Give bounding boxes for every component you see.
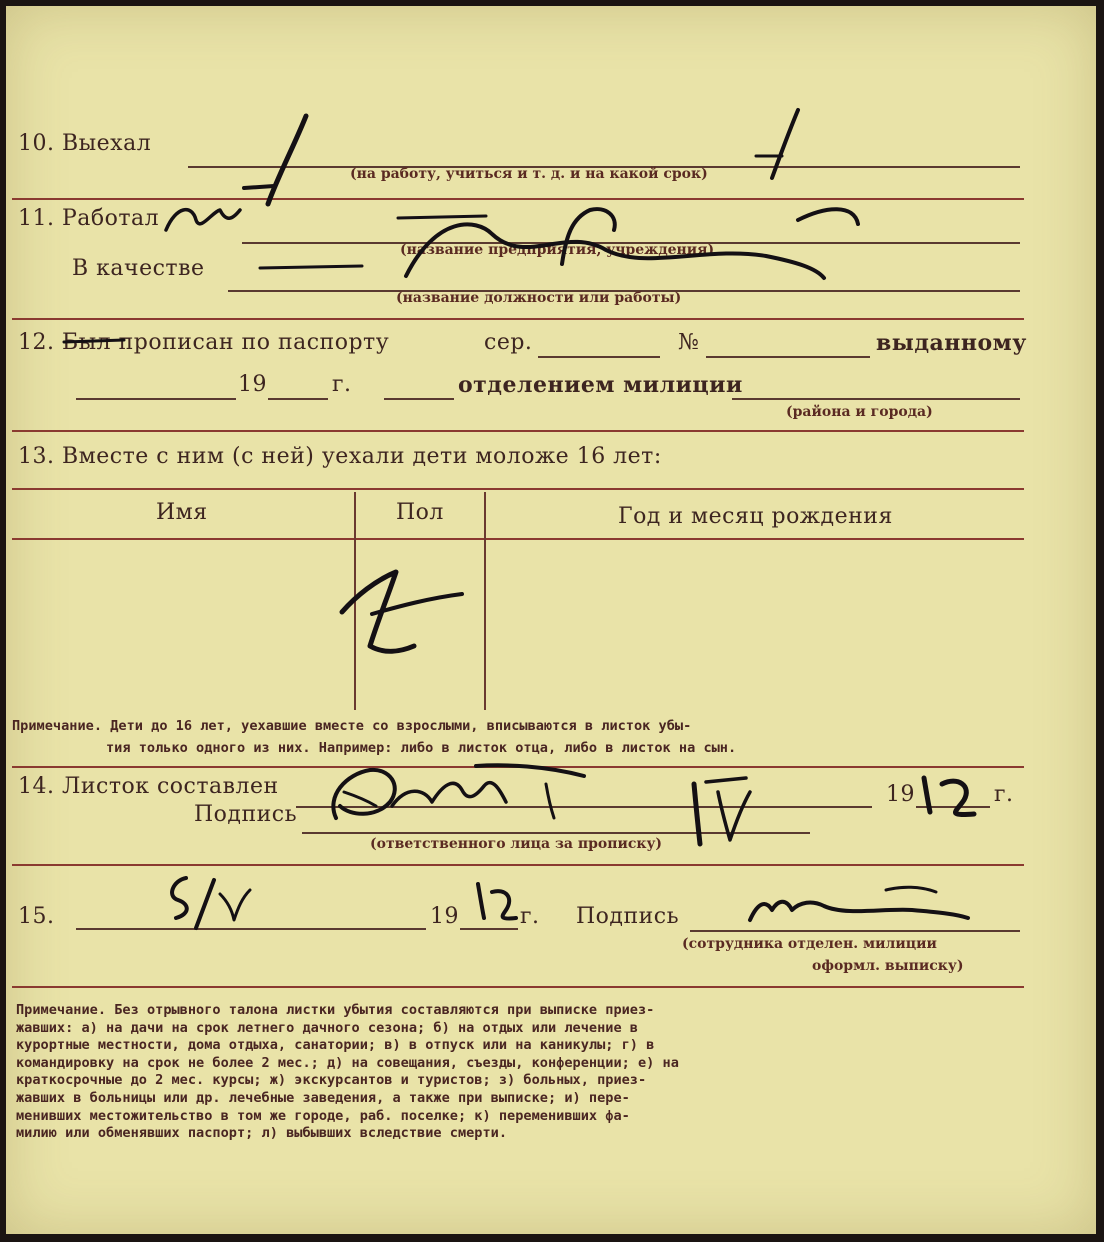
field14-year: 19	[886, 782, 915, 807]
col-sex-header: Пол	[396, 500, 444, 525]
field12-ser: сер.	[484, 330, 533, 355]
field13-note-line2: тия только одного из них. Например: либо в листок отца, либо в листок на сын.	[106, 740, 737, 756]
footnote-line: милию или обменявших паспорт; л) выбывших вследствие смерти.	[16, 1125, 508, 1142]
field14-label: 14. Листок составлен	[18, 774, 279, 799]
col-birth-header: Год и месяц рождения	[618, 504, 893, 529]
col-name-header: Имя	[156, 500, 208, 525]
field14-caption: (ответственного лица за прописку)	[370, 836, 663, 852]
field14-g: г.	[994, 782, 1014, 807]
field15-g: г.	[520, 904, 540, 929]
footnote-line: курортные местности, дома отдыха, санатории; в) в отпуск или на каникулы; г) в	[16, 1037, 655, 1054]
field12-caption: (района и города)	[786, 404, 933, 420]
field13-label: 13. Вместе с ним (с ней) уехали дети моложе 16 лет:	[18, 444, 662, 469]
field15-caption1: (сотрудника отделен. милиции	[682, 936, 937, 952]
field15-caption2: оформл. выписку)	[812, 958, 964, 974]
footnote-line: жавших в больницы или др. лечебные заведения, а также при выписке; и) пере-	[16, 1089, 630, 1106]
field11-role-label: В качестве	[72, 256, 205, 281]
footnote-line: командировку на срок не более 2 мес.; д) на совещания, съезды, конференции; е) на	[16, 1054, 679, 1071]
field12-g: г.	[332, 372, 352, 397]
field11-caption2: (название должности или работы)	[396, 290, 682, 306]
footnote-block	[16, 1002, 679, 1143]
footnote-line: жавших: а) на дачи на срок летнего дачного сезона; б) на отдых или лечение в	[16, 1019, 638, 1036]
footnote-line: краткосрочные до 2 мес. курсы; ж) экскурсантов и туристов; з) больных, приез-	[16, 1072, 647, 1089]
field13-note-line1: Примечание. Дети до 16 лет, уехавшие вместе со взрослыми, вписываются в листок убы-	[12, 718, 692, 734]
field14-sign-label: Подпись	[194, 802, 298, 827]
field12-year: 19	[238, 372, 267, 397]
field15-sign-label: Подпись	[576, 904, 680, 929]
field15-label: 15.	[18, 904, 55, 929]
field10-label: 10. Выехал	[18, 131, 152, 156]
field10-caption: (на работу, учиться и т. д. и на какой срок)	[350, 166, 708, 182]
field12-label: 12. Был прописан по паспорту	[18, 330, 390, 355]
field12-issued: выданному	[876, 330, 1027, 356]
field12-num: №	[678, 330, 700, 355]
field11-label: 11. Работал	[18, 206, 160, 231]
footnote-line: менивших местожительство в том же городе, раб. поселке; к) переменивших фа-	[16, 1107, 630, 1124]
field15-year: 19	[430, 904, 459, 929]
footnote-line: Примечание. Без отрывного талона листки убытия составляются при выписке приез-	[16, 1002, 655, 1018]
departure-form-sheet	[6, 6, 1096, 1234]
field12-dept: отделением милиции	[458, 372, 743, 398]
field11-caption1: (название предприятия, учреждения)	[400, 242, 715, 258]
